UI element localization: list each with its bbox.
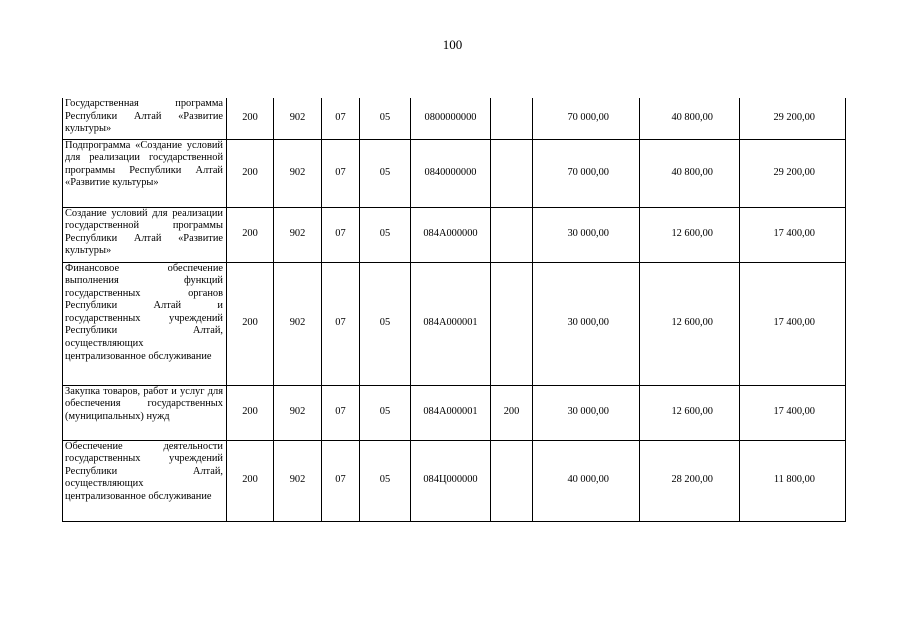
cell-c5: 084А000000 [411,207,491,262]
cell-c7: 30 000,00 [533,385,640,440]
cell-c2: 902 [274,262,322,385]
cell-c1: 200 [227,139,274,207]
row-name: Финансовое обеспечение выполнения функций государственных органов Республики Алтай и государственных учреждений Республики Алтай, осуществляющих централизованное обслуживание [63,262,227,385]
cell-c4: 05 [360,262,411,385]
cell-c1: 200 [227,262,274,385]
cell-c3: 07 [322,440,360,521]
cell-c2: 902 [274,440,322,521]
cell-c8: 40 800,00 [640,139,740,207]
cell-c8: 12 600,00 [640,262,740,385]
cell-c1: 200 [227,385,274,440]
cell-c6 [491,98,533,139]
row-name: Создание условий для реализации государственной программы Республики Алтай «Развитие культуры» [63,207,227,262]
cell-c8: 12 600,00 [640,385,740,440]
row-name: Обеспечение деятельности государственных учреждений Республики Алтай, осуществляющих централизованное обслуживание [63,440,227,521]
cell-c9: 29 200,00 [740,98,846,139]
cell-c5: 0840000000 [411,139,491,207]
table-row [63,139,846,207]
cell-c6 [491,139,533,207]
cell-c1: 200 [227,440,274,521]
cell-c5: 084Ц000000 [411,440,491,521]
table-row [63,385,846,440]
cell-c5: 084А000001 [411,262,491,385]
cell-c9: 17 400,00 [740,385,846,440]
cell-c7: 70 000,00 [533,139,640,207]
table-row [63,262,846,385]
cell-c4: 05 [360,440,411,521]
cell-c9: 17 400,00 [740,262,846,385]
cell-c2: 902 [274,385,322,440]
row-name: Подпрограмма «Создание условий для реализации государственной программы Республики Алтай «Развитие культуры» [63,139,227,207]
cell-c6 [491,207,533,262]
page-number: 100 [442,37,463,52]
row-name: Закупка товаров, работ и услуг для обеспечения государственных (муниципальных) нужд [63,385,227,440]
cell-c9: 29 200,00 [740,139,846,207]
cell-c6 [491,262,533,385]
cell-c3: 07 [322,207,360,262]
cell-c2: 902 [274,98,322,139]
cell-c9: 17 400,00 [740,207,846,262]
cell-c4: 05 [360,207,411,262]
cell-c3: 07 [322,98,360,139]
table-row [63,207,846,262]
cell-c8: 40 800,00 [640,98,740,139]
cell-c9: 11 800,00 [740,440,846,521]
cell-c7: 30 000,00 [533,207,640,262]
cell-c6 [491,440,533,521]
table-row [63,440,846,521]
cell-c1: 200 [227,98,274,139]
row-name: Государственная программа Республики Алтай «Развитие культуры» [63,98,227,139]
cell-c4: 05 [360,139,411,207]
cell-c4: 05 [360,98,411,139]
cell-c8: 28 200,00 [640,440,740,521]
cell-c3: 07 [322,262,360,385]
cell-c6: 200 [491,385,533,440]
budget-table [62,98,846,522]
cell-c4: 05 [360,385,411,440]
cell-c7: 40 000,00 [533,440,640,521]
cell-c2: 902 [274,207,322,262]
cell-c7: 30 000,00 [533,262,640,385]
cell-c3: 07 [322,385,360,440]
cell-c1: 200 [227,207,274,262]
cell-c2: 902 [274,139,322,207]
table-row [63,98,846,139]
cell-c5: 084А000001 [411,385,491,440]
cell-c8: 12 600,00 [640,207,740,262]
cell-c7: 70 000,00 [533,98,640,139]
cell-c5: 0800000000 [411,98,491,139]
cell-c3: 07 [322,139,360,207]
